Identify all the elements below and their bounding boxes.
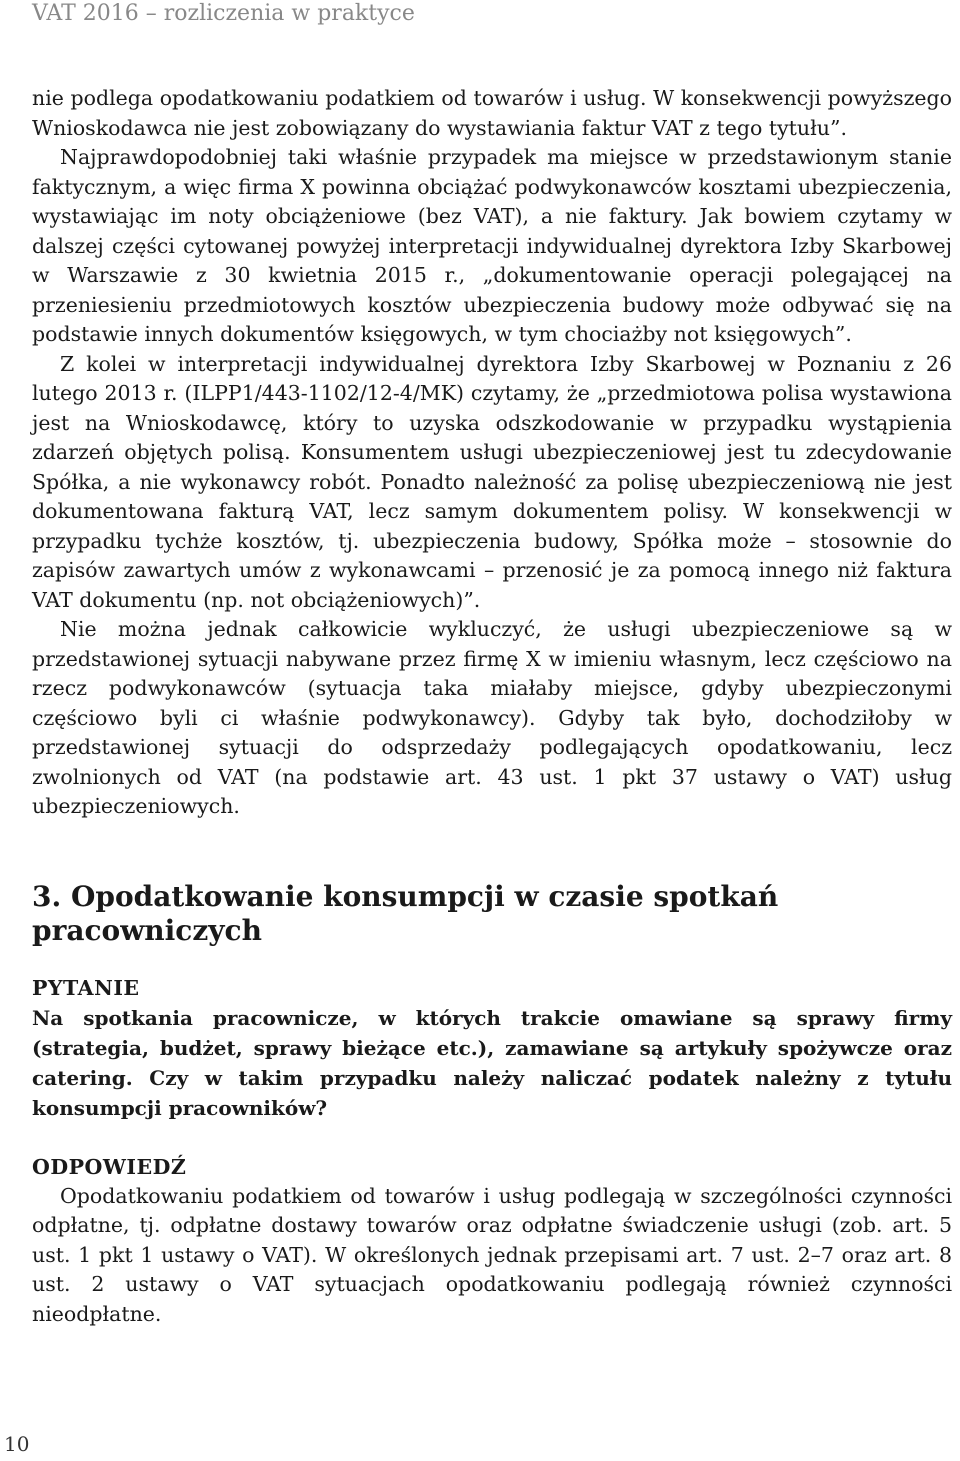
heading-spacer xyxy=(32,948,952,974)
paragraph-continuation: nie podlega opodatkowaniu podatkiem od towarów i usług. W konsekwencji powyższego Wnioskodawca nie jest zobowiązany do wystawiania faktur VAT z tego tytułu”. xyxy=(32,86,952,140)
section-spacer xyxy=(32,822,952,880)
page-content xyxy=(32,84,952,1329)
qa-spacer xyxy=(32,1123,952,1153)
section-heading xyxy=(32,880,952,948)
paragraph-resale-possibility: Nie można jednak całkowicie wykluczyć, że usługi ubezpieczeniowe są w przedstawionej sytuacji nabywane przez firmę X w imieniu własnym, lecz częściowo na rzecz podwykonawców (sytuacja taka miałaby miejsce, gdyby ubezpieczonymi częściowo byli ci właśnie podwykonawcy). Gdyby tak było, dochodziłoby w przedstawionej sytuacji do odsprzedaży podlegających opodatkowaniu, lecz zwolnionych od VAT (na podstawie art. 43 ust. 1 pkt 37 ustawy o VAT) usług ubezpieczeniowych. xyxy=(32,617,952,818)
question-text: Na spotkania pracownicze, w których trakcie omawiane są sprawy firmy (strategia, budżet, sprawy bieżące etc.), zamawiane są artykuły spożywcze oraz catering. Czy w takim przypadku należy naliczać podatek należny z tytułu konsumpcji pracowników? xyxy=(32,1005,952,1120)
answer-text: Opodatkowaniu podatkiem od towarów i usług podlegają w szczególności czynności odpłatne, tj. odpłatne dostawy towarów oraz odpłatne świadczenie usługi (zob. art. 5 ust. 1 pkt 1 ustawy o VAT). W określonych jednak przepisami art. 7 ust. 2–7 oraz art. 8 ust. 2 ustawy o VAT sytuacjach opodatkowaniu podlegają również czynności nieodpłatne. xyxy=(32,1183,952,1326)
paragraph-notes-conclusion: Najprawdopodobniej taki właśnie przypadek ma miejsce w przedstawionym stanie faktycznym, a więc firma X powinna obciążać podwykonawców kosztami ubezpieczenia, wystawiając im noty obciążeniowe (bez VAT), a nie faktury. Jak bowiem czytamy w dalszej części cytowanej powyżej interpretacji indywidualnej dyrektora Izby Skarbowej w Warszawie z 30 kwietnia 2015 r., „dokumentowanie operacji polegającej na przeniesieniu przedmiotowych kosztów ubezpieczenia budowy może odbywać się na podstawie innych dokumentów księgowych, w tym chociażby not księgowych”. xyxy=(32,145,952,346)
running-header: VAT 2016 – rozliczenia w praktyce xyxy=(32,1,415,26)
paragraph-poznan-interpretation: Z kolei w interpretacji indywidualnej dyrektora Izby Skarbowej w Poznaniu z 26 lutego 2013 r. (ILPP1/443-1102/12-4/MK) czytamy, że „przedmiotowa polisa wystawiona jest na Wnioskodawcę, który to uzyska odszkodowanie w przypadku wystąpienia zdarzeń objętych polisą. Konsumentem usługi ubezpieczeniowej jest tu zdecydowanie Spółka, a nie wykonawcy robót. Ponadto należność za polisę ubezpieczeniową nie jest dokumentowana fakturą VAT, lecz samym dokumentem polisy. W konsekwencji w przypadku tychże kosztów, tj. ubezpieczenia budowy, Spółka może – stosownie do zapisów zawartych umów z wykonawcami – przenosić je za pomocą innego niż faktura VAT dokumentu (np. not obciążeniowych)”. xyxy=(32,351,952,612)
section-number: 3. xyxy=(32,879,62,913)
answer-label: ODPOWIEDŹ xyxy=(32,1154,187,1179)
section-title: Opodatkowanie konsumpcji w czasie spotkań pracowniczych xyxy=(32,879,779,947)
page-number: 10 xyxy=(4,1432,30,1456)
question-label: PYTANIE xyxy=(32,975,140,1000)
